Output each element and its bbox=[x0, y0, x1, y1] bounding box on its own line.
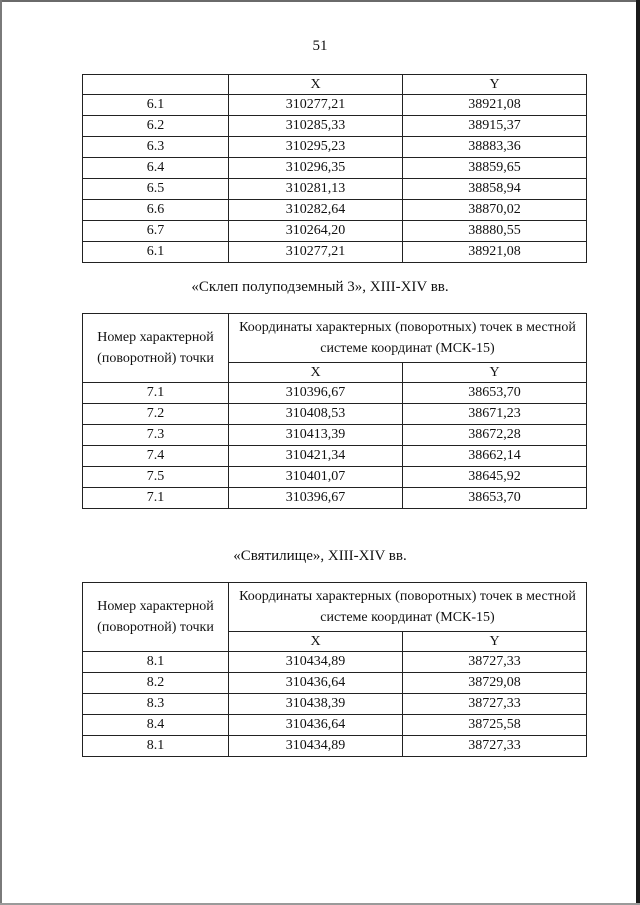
point-number-header: Номер характерной (поворотной) точки bbox=[83, 314, 229, 383]
point-number-cell: 7.4 bbox=[83, 446, 229, 467]
table-row bbox=[83, 383, 587, 404]
x-coordinate-cell: 310396,67 bbox=[229, 488, 403, 509]
x-coordinate-cell: 310436,64 bbox=[229, 715, 403, 736]
table-row bbox=[83, 467, 587, 488]
y-coordinate-cell: 38672,28 bbox=[403, 425, 587, 446]
point-number-cell: 6.4 bbox=[83, 158, 229, 179]
table-row bbox=[83, 137, 587, 158]
table-body bbox=[83, 652, 587, 757]
y-coordinate-cell: 38858,94 bbox=[403, 179, 587, 200]
y-header: Y bbox=[403, 75, 587, 95]
point-number-cell: 6.1 bbox=[83, 95, 229, 116]
table-row bbox=[83, 158, 587, 179]
point-number-header: Номер характерной (поворотной) точки bbox=[83, 583, 229, 652]
scan-edge-right bbox=[636, 0, 640, 905]
point-number-cell: 6.1 bbox=[83, 242, 229, 263]
x-coordinate-cell: 310396,67 bbox=[229, 383, 403, 404]
point-number-cell: 8.1 bbox=[83, 736, 229, 757]
x-coordinate-cell: 310421,34 bbox=[229, 446, 403, 467]
coordinates-table-7 bbox=[82, 313, 587, 509]
point-number-cell: 8.3 bbox=[83, 694, 229, 715]
table-body bbox=[83, 95, 587, 263]
table-header-row bbox=[83, 583, 587, 632]
x-coordinate-cell: 310277,21 bbox=[229, 242, 403, 263]
point-number-cell: 8.4 bbox=[83, 715, 229, 736]
table-header-row bbox=[83, 75, 587, 95]
x-coordinate-cell: 310282,64 bbox=[229, 200, 403, 221]
coordinates-header: Координаты характерных (поворотных) точек в местной системе координат (МСК-15) bbox=[229, 583, 587, 632]
coordinates-table-8 bbox=[82, 582, 587, 757]
y-coordinate-cell: 38870,02 bbox=[403, 200, 587, 221]
table-row bbox=[83, 652, 587, 673]
point-number-cell: 6.5 bbox=[83, 179, 229, 200]
x-coordinate-cell: 310408,53 bbox=[229, 404, 403, 425]
point-number-cell: 6.3 bbox=[83, 137, 229, 158]
y-coordinate-cell: 38645,92 bbox=[403, 467, 587, 488]
y-header: Y bbox=[403, 363, 587, 383]
point-number-cell: 7.3 bbox=[83, 425, 229, 446]
y-header: Y bbox=[403, 632, 587, 652]
x-header: X bbox=[229, 632, 403, 652]
table-row bbox=[83, 446, 587, 467]
table-body bbox=[83, 383, 587, 509]
scan-edge-top bbox=[0, 0, 640, 2]
y-coordinate-cell: 38727,33 bbox=[403, 652, 587, 673]
point-number-cell: 8.1 bbox=[83, 652, 229, 673]
x-coordinate-cell: 310438,39 bbox=[229, 694, 403, 715]
y-coordinate-cell: 38880,55 bbox=[403, 221, 587, 242]
section-title-sklep: «Склеп полуподземный 3», XIII-XIV вв. bbox=[191, 279, 449, 295]
page-number: 51 bbox=[312, 38, 328, 54]
table-row bbox=[83, 95, 587, 116]
x-coordinate-cell: 310281,13 bbox=[229, 179, 403, 200]
x-coordinate-cell: 310434,89 bbox=[229, 736, 403, 757]
point-number-cell: 8.2 bbox=[83, 673, 229, 694]
x-coordinate-cell: 310285,33 bbox=[229, 116, 403, 137]
point-number-cell: 7.2 bbox=[83, 404, 229, 425]
point-number-cell: 6.2 bbox=[83, 116, 229, 137]
y-coordinate-cell: 38671,23 bbox=[403, 404, 587, 425]
point-number-cell: 7.1 bbox=[83, 383, 229, 404]
table-row bbox=[83, 488, 587, 509]
scan-edge-left bbox=[0, 0, 2, 905]
x-header: X bbox=[229, 75, 403, 95]
table-row bbox=[83, 179, 587, 200]
point-header-empty bbox=[83, 75, 229, 95]
table-row bbox=[83, 715, 587, 736]
point-number-cell: 6.6 bbox=[83, 200, 229, 221]
x-coordinate-cell: 310295,23 bbox=[229, 137, 403, 158]
x-coordinate-cell: 310436,64 bbox=[229, 673, 403, 694]
y-coordinate-cell: 38915,37 bbox=[403, 116, 587, 137]
y-coordinate-cell: 38921,08 bbox=[403, 95, 587, 116]
y-coordinate-cell: 38883,36 bbox=[403, 137, 587, 158]
table-row bbox=[83, 221, 587, 242]
x-coordinate-cell: 310401,07 bbox=[229, 467, 403, 488]
point-number-cell: 7.1 bbox=[83, 488, 229, 509]
point-number-cell: 7.5 bbox=[83, 467, 229, 488]
y-coordinate-cell: 38729,08 bbox=[403, 673, 587, 694]
y-coordinate-cell: 38725,58 bbox=[403, 715, 587, 736]
x-coordinate-cell: 310413,39 bbox=[229, 425, 403, 446]
table-row bbox=[83, 200, 587, 221]
y-coordinate-cell: 38727,33 bbox=[403, 736, 587, 757]
y-coordinate-cell: 38921,08 bbox=[403, 242, 587, 263]
table-row bbox=[83, 404, 587, 425]
y-coordinate-cell: 38653,70 bbox=[403, 488, 587, 509]
x-coordinate-cell: 310296,35 bbox=[229, 158, 403, 179]
coordinates-header: Координаты характерных (поворотных) точек в местной системе координат (МСК-15) bbox=[229, 314, 587, 363]
y-coordinate-cell: 38662,14 bbox=[403, 446, 587, 467]
table-row bbox=[83, 242, 587, 263]
point-number-cell: 6.7 bbox=[83, 221, 229, 242]
table-row bbox=[83, 694, 587, 715]
x-coordinate-cell: 310434,89 bbox=[229, 652, 403, 673]
table-row bbox=[83, 425, 587, 446]
section-title-svyatilishche: «Святилище», XIII-XIV вв. bbox=[233, 548, 407, 564]
x-header: X bbox=[229, 363, 403, 383]
table-header-row bbox=[83, 314, 587, 363]
table-row bbox=[83, 116, 587, 137]
y-coordinate-cell: 38727,33 bbox=[403, 694, 587, 715]
coordinates-table-6 bbox=[82, 74, 587, 263]
x-coordinate-cell: 310277,21 bbox=[229, 95, 403, 116]
x-coordinate-cell: 310264,20 bbox=[229, 221, 403, 242]
table-row bbox=[83, 736, 587, 757]
y-coordinate-cell: 38653,70 bbox=[403, 383, 587, 404]
table-row bbox=[83, 673, 587, 694]
y-coordinate-cell: 38859,65 bbox=[403, 158, 587, 179]
